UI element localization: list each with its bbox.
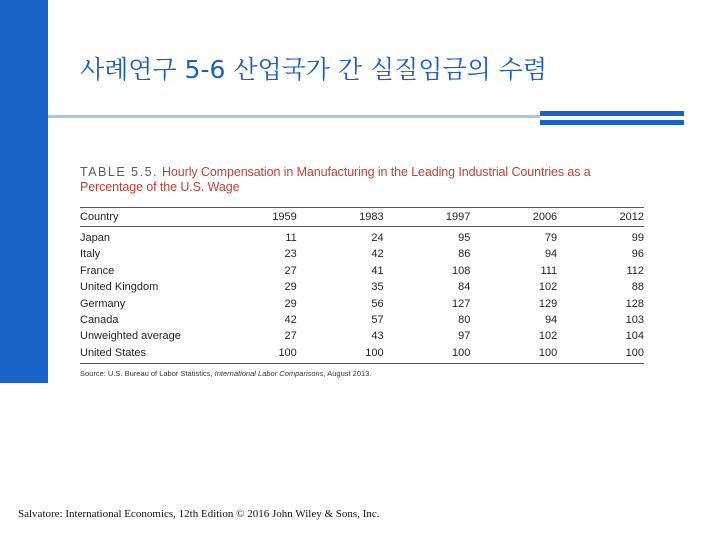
value-cell: 97 <box>458 330 471 343</box>
value-cell: 127 <box>452 297 471 310</box>
value-cell: 94 <box>544 248 558 261</box>
table-source <box>80 369 644 378</box>
value-cell: 103 <box>625 314 644 327</box>
value-cell: 100 <box>384 345 471 364</box>
header-2012: 2012 <box>557 208 644 227</box>
value-cell: 94 <box>544 314 558 327</box>
country-cell: Canada <box>80 314 119 327</box>
value-cell: 27 <box>284 330 297 343</box>
value-cell: 43 <box>371 330 384 343</box>
value-cell: 102 <box>538 330 558 343</box>
slide-title: 사례연구 5-6 산업국가 간 실질임금의 수렴 <box>80 55 547 84</box>
table-row <box>80 328 644 344</box>
table-row <box>80 227 644 247</box>
header-1983: 1983 <box>297 208 384 227</box>
value-cell: 42 <box>371 248 384 261</box>
value-cell: 96 <box>631 248 644 261</box>
value-cell: 80 <box>458 314 471 327</box>
value-cell: 100 <box>557 345 644 364</box>
value-cell: 104 <box>625 330 644 343</box>
value-cell: 108 <box>452 264 471 277</box>
country-cell: United States <box>80 345 210 364</box>
table-row <box>80 246 644 262</box>
title-divider-light <box>48 115 540 118</box>
value-cell: 86 <box>458 248 471 261</box>
value-cell: 29 <box>284 297 297 310</box>
table-caption-text: Hourly Compensation in Manufacturing in the Leading Industrial Countries as a Percentage of the U.S. Wage <box>80 165 591 194</box>
header-1997: 1997 <box>384 208 471 227</box>
value-cell: 100 <box>297 345 384 364</box>
country-cell: Japan <box>80 232 110 244</box>
table-row <box>80 296 644 312</box>
header-country: Country <box>80 208 210 227</box>
table-caption <box>80 165 644 195</box>
value-cell: 84 <box>458 281 471 294</box>
country-cell: Unweighted average <box>80 330 181 343</box>
value-cell: 35 <box>371 281 384 294</box>
table-label: TABLE 5.5. <box>80 165 158 179</box>
source-prefix: Source: U.S. Bureau of Labor Statistics, <box>80 369 215 379</box>
table-body <box>80 227 644 364</box>
table-header-row <box>80 208 644 227</box>
country-cell: Germany <box>80 297 126 310</box>
table-figure <box>80 165 644 378</box>
header-1959: 1959 <box>210 208 297 227</box>
value-cell: 102 <box>538 281 558 294</box>
value-cell: 112 <box>626 264 644 277</box>
value-cell: 41 <box>371 264 384 277</box>
value-cell: 29 <box>284 281 297 294</box>
value-cell: 27 <box>284 264 297 277</box>
table-row <box>80 312 644 328</box>
value-cell: 57 <box>371 314 384 327</box>
table-row <box>80 263 644 279</box>
value-cell: 42 <box>284 314 297 327</box>
table-row <box>80 345 644 364</box>
source-suffix: , August 2013. <box>323 369 372 379</box>
value-cell: 111 <box>540 264 558 277</box>
country-cell: United Kingdom <box>80 281 159 294</box>
table-row <box>80 279 644 295</box>
value-cell: 100 <box>210 345 297 364</box>
value-cell: 24 <box>371 232 384 244</box>
value-cell: 100 <box>470 345 557 364</box>
slide-footer: Salvatore: International Economics, 12th Edition © 2016 John Wiley & Sons, Inc. <box>18 508 380 520</box>
header-2006: 2006 <box>470 208 557 227</box>
value-cell: 99 <box>631 232 644 244</box>
value-cell: 128 <box>625 297 644 310</box>
value-cell: 23 <box>284 248 297 261</box>
source-title: International Labor Comparisons <box>214 369 324 379</box>
value-cell: 79 <box>544 232 558 244</box>
value-cell: 11 <box>285 232 297 244</box>
compensation-table <box>80 207 644 364</box>
value-cell: 88 <box>631 281 644 294</box>
value-cell: 95 <box>458 232 471 244</box>
country-cell: France <box>80 264 115 277</box>
value-cell: 56 <box>371 297 384 310</box>
left-accent-bar <box>0 0 48 383</box>
country-cell: Italy <box>80 248 101 261</box>
title-divider-dark-top <box>540 111 684 116</box>
title-divider-dark-bottom <box>540 120 684 125</box>
value-cell: 129 <box>538 297 558 310</box>
